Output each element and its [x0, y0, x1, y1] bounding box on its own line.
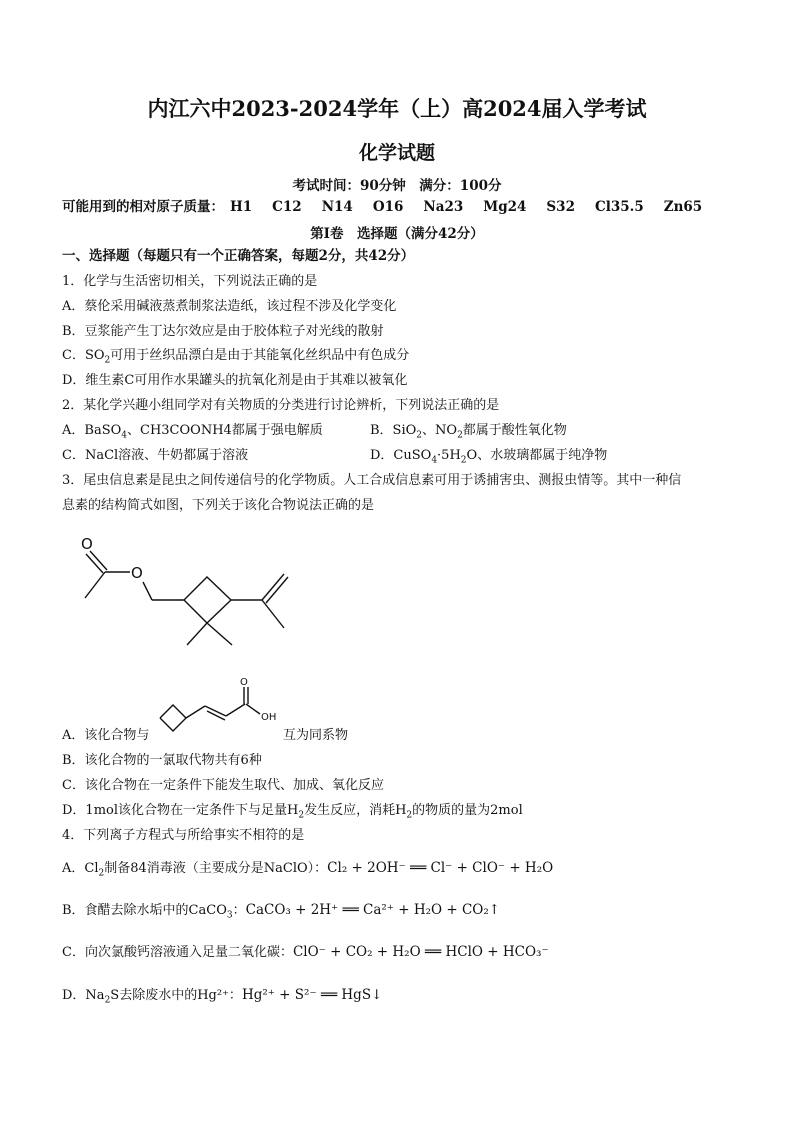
- acetyl-methyl-bond: [85, 572, 105, 598]
- q3-stem-line2: 息素的结构简式如图，下列关于该化合物说法正确的是: [62, 498, 375, 513]
- atomic-masses-line: [62, 199, 702, 215]
- q4-option-a: A．$Cl_2$制备84消毒液（主要成分是NaClO）：Cl₂ + 2OH⁻ ══ Cl⁻ + ClO⁻ + H₂O: [62, 860, 554, 879]
- isopropenyl-methyl: [262, 600, 284, 628]
- q1-option-c: C．$SO_2$可用于丝织品漂白是由于其能氧化丝织品中有色成分: [62, 348, 410, 366]
- atomic-mass-item: Cl35.5: [594, 199, 644, 215]
- q4-option-c: C．向次氯酸钙溶液通入足量二氧化碳：ClO⁻ + CO₂ + H₂O ══ HClO + HCO₃⁻: [62, 944, 549, 960]
- volume-title: 第Ⅰ卷 选择题（满分42分）: [310, 226, 484, 242]
- atomic-mass-item: Zn65: [663, 199, 703, 215]
- q3-option-c: C．该化合物在一定条件下能发生取代、加成、氧化反应: [62, 778, 384, 793]
- atomic-mass-item: Mg24: [483, 199, 527, 215]
- q3-option-d: D．1mol该化合物在一定条件下与足量$H_2$发生反应，消耗$H_2$的物质的量为2mol: [62, 803, 523, 821]
- acid-hydroxyl-label: OH: [261, 712, 277, 723]
- q4-c-equation: ClO⁻ + CO₂ + H₂O ══ HClO + HCO₃⁻: [292, 944, 549, 960]
- vinyl-double-bond-2: [266, 577, 288, 603]
- cyclobutane-ring: [184, 577, 231, 623]
- q3-option-b: B．该化合物的一氯取代物共有6种: [62, 753, 262, 768]
- q3-option-a-suffix: 互为同系物: [283, 728, 349, 743]
- q4-a-equation: Cl₂ + 2OH⁻ ══ Cl⁻ + ClO⁻ + H₂O: [327, 860, 554, 876]
- vinyl-double-bond-1: [262, 574, 284, 600]
- q1-option-d: D．维生素C可用作水果罐头的抗氧化剂是由于其难以被氧化: [62, 373, 408, 388]
- acid-c-oh-bond: [246, 704, 260, 714]
- atomic-masses-list: [224, 199, 702, 215]
- atomic-mass-item: O16: [372, 199, 404, 215]
- pheromone-structure: [60, 530, 320, 660]
- alkene-bond-2: [207, 711, 225, 720]
- exam-info: 考试时间：90分钟 满分：100分: [292, 178, 502, 194]
- atomic-masses-label: 可能用到的相对原子质量：: [62, 199, 224, 215]
- atomic-mass-item: S32: [546, 199, 575, 215]
- section-title: 一、选择题（每题只有一个正确答案，每题2分，共42分）: [62, 248, 415, 264]
- q4-b-equation: CaCO₃ + 2H⁺ ══ Ca²⁺ + H₂O + CO₂↑: [245, 902, 501, 918]
- exam-subtitle: 化学试题: [358, 142, 435, 164]
- q4-d-equation: Hg²⁺ + S²⁻ ══ HgS↓: [241, 987, 383, 1003]
- q4-option-d: D．$Na_2S$去除废水中的Hg²⁺：Hg²⁺ + S²⁻ ══ HgS↓: [62, 987, 383, 1006]
- atomic-mass-item: N14: [321, 199, 353, 215]
- q4-stem: 4．下列离子方程式与所给事实不相符的是: [62, 828, 305, 843]
- q1-stem: 1．化学与生活密切相关，下列说法正确的是: [62, 274, 318, 289]
- q1-option-a: A．蔡伦采用碱液蒸煮制浆法造纸，该过程不涉及化学变化: [62, 299, 397, 314]
- cyclobutyl-acrylic-acid-structure: [155, 675, 285, 735]
- q2-option-c: C．NaCl溶液、牛奶都属于溶液: [62, 448, 249, 463]
- atomic-mass-item: Na23: [423, 199, 464, 215]
- ring-chain-bond: [186, 706, 205, 718]
- cyclobutyl-ring: [160, 705, 186, 731]
- q2-option-a: A．BaSO$_4$、CH3COONH4都属于强电解质: [62, 423, 323, 441]
- ester-oxygen-label: O: [131, 564, 143, 582]
- q2-stem: 2．某化学兴趣小组同学对有关物质的分类进行讨论辨析，下列说法正确的是: [62, 398, 500, 413]
- gem-methyl-2: [207, 623, 232, 645]
- atomic-mass-item: C12: [272, 199, 302, 215]
- acid-oxygen-label: O: [240, 677, 248, 688]
- q2-option-b: B．SiO$_2$、$NO_2$都属于酸性氧化物: [370, 423, 567, 441]
- o-ch2-bond: [143, 582, 152, 600]
- q3-option-a-prefix: A．该化合物与: [62, 728, 150, 743]
- q2-option-d: D．$CuSO_4\cdot 5H_2O$、水玻璃都属于纯净物: [370, 448, 608, 466]
- q1-option-b: B．豆浆能产生丁达尔效应是由于胶体粒子对光线的散射: [62, 324, 384, 339]
- acid-c-bond: [226, 704, 245, 716]
- atomic-mass-item: H1: [230, 199, 253, 215]
- gem-methyl-1: [187, 623, 207, 645]
- carbonyl-oxygen-label: O: [81, 535, 93, 553]
- q4-option-b: B．食醋去除水垢中的CaCO$_3$：CaCO₃ + 2H⁺ ══ Ca²⁺ + H₂O + CO₂↑: [62, 902, 501, 921]
- exam-title: 内江六中2023-2024学年（上）高2024届入学考试: [147, 96, 647, 121]
- q3-stem-line1: 3．尾虫信息素是昆虫之间传递信号的化学物质。人工合成信息素可用于诱捕害虫、测报虫情等。其中一种信: [62, 473, 682, 488]
